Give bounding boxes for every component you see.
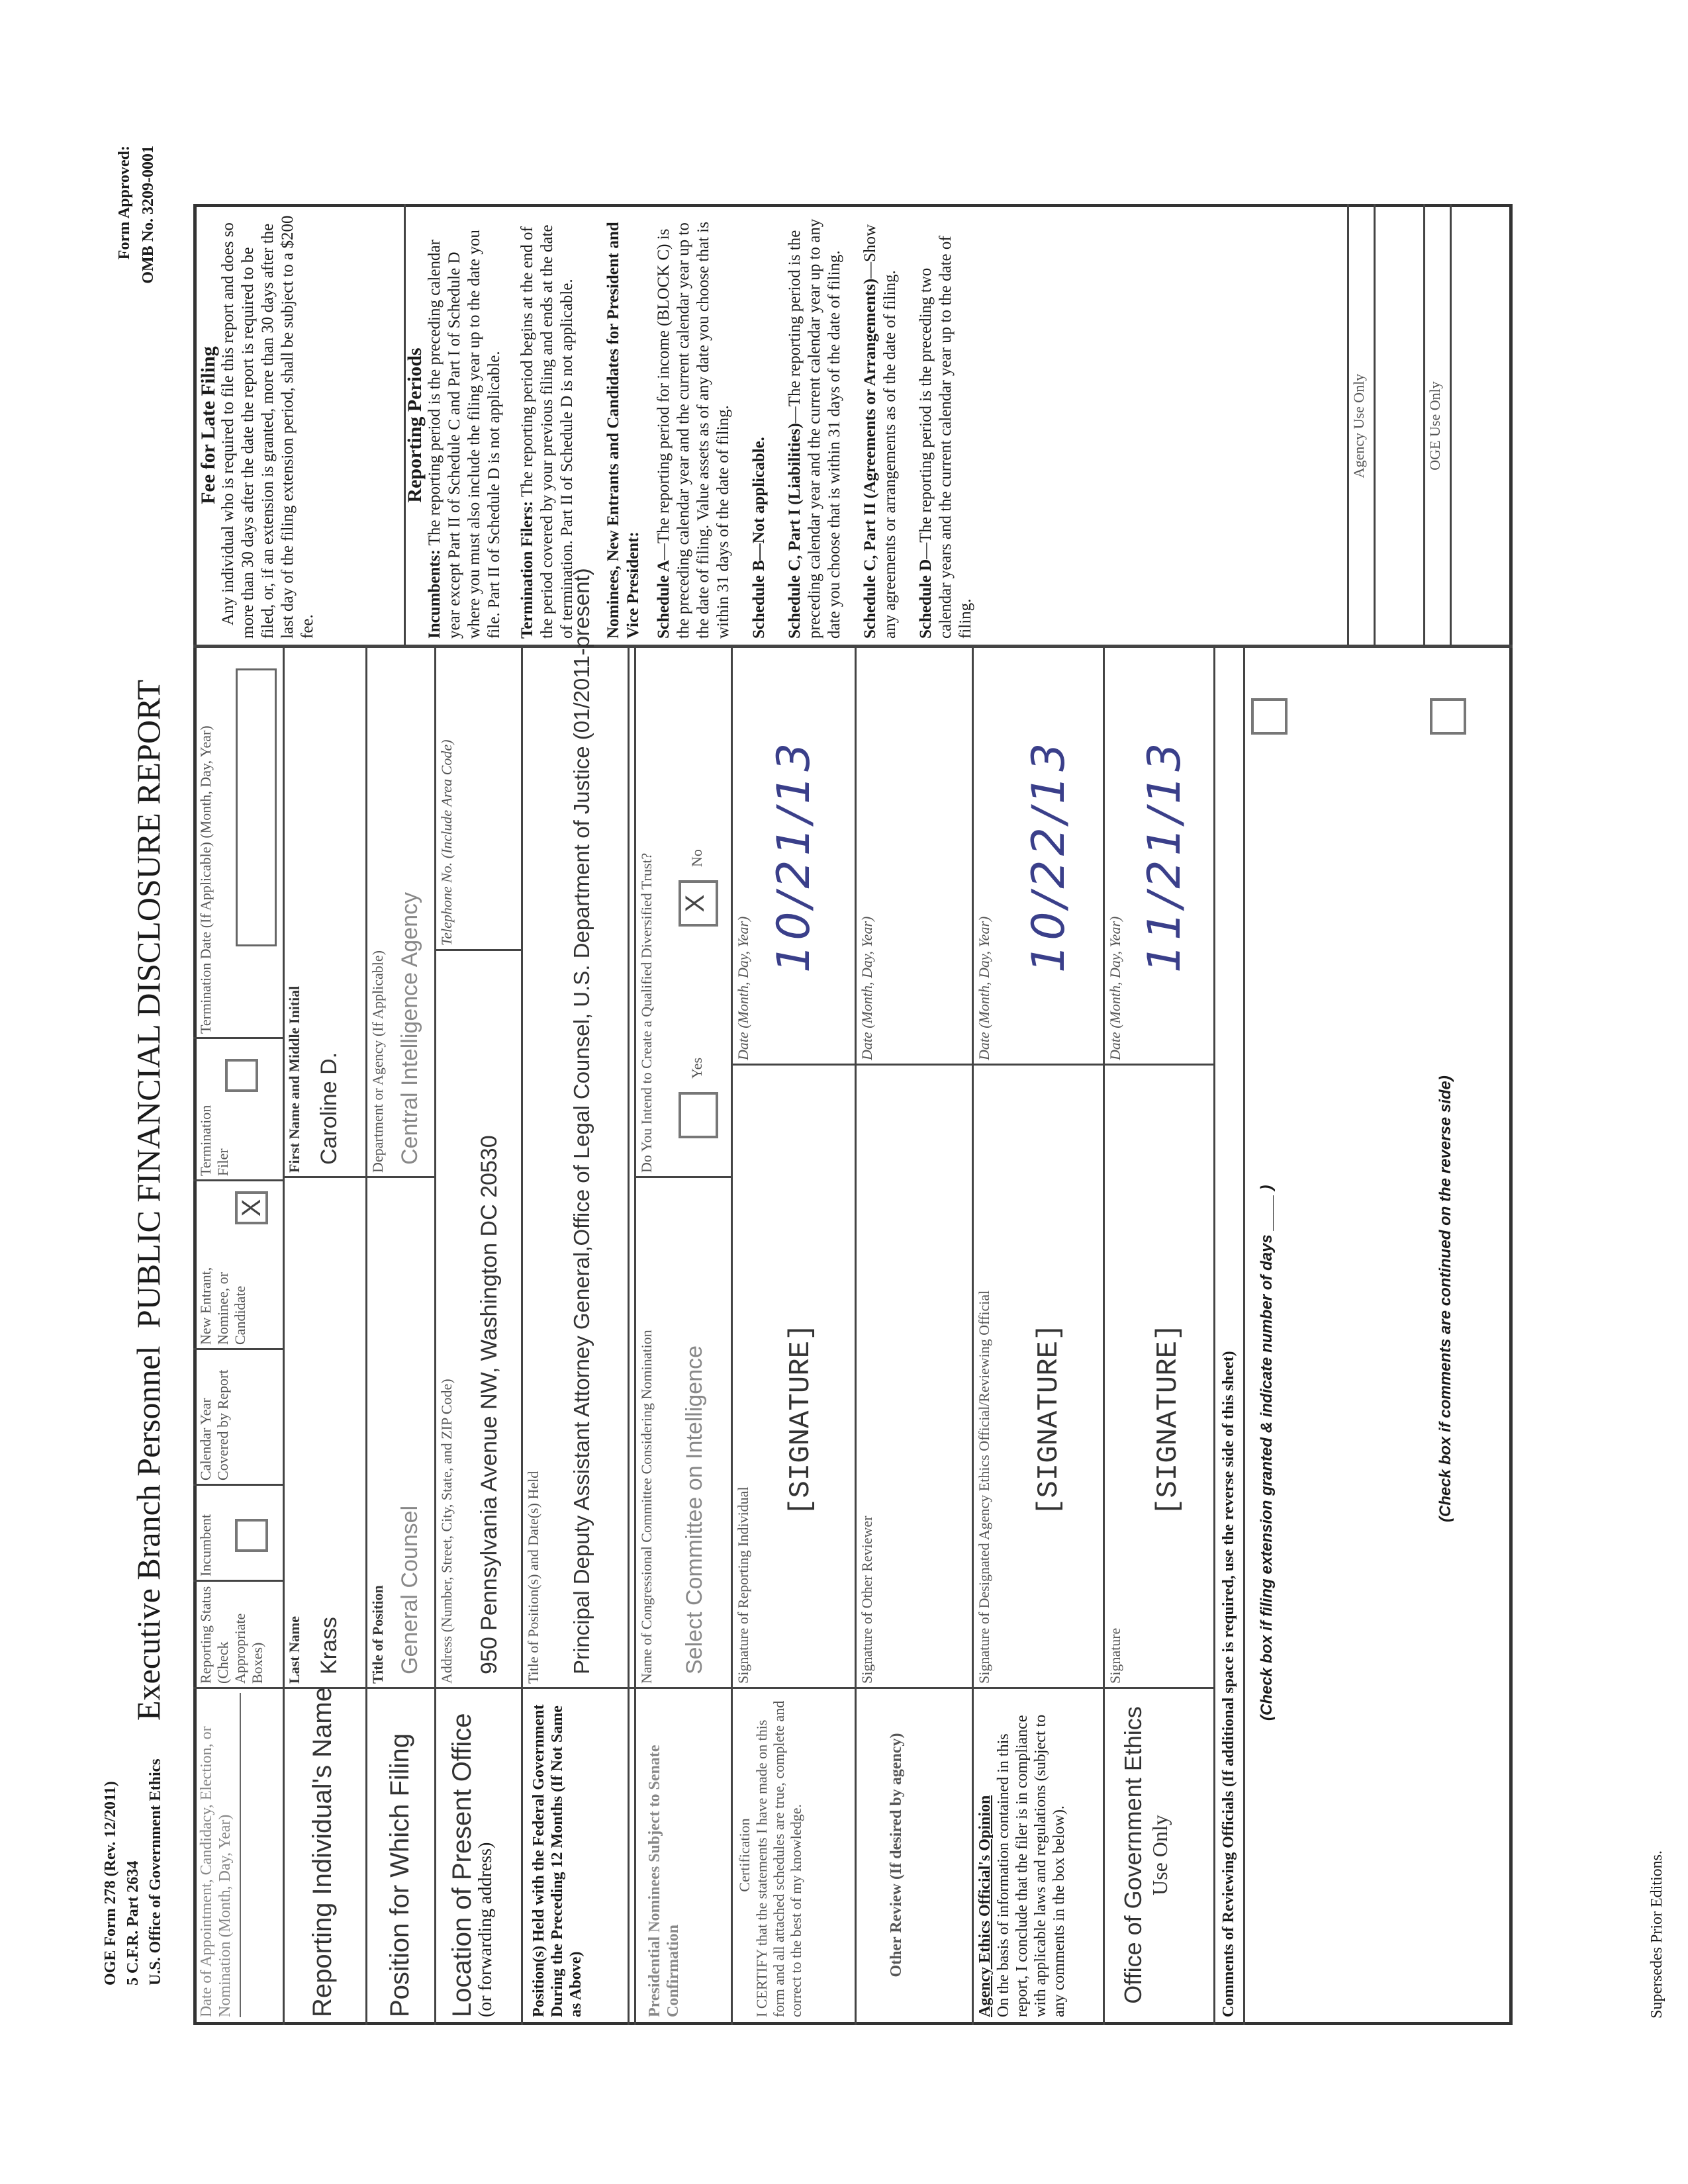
title-value[interactable]: General Counsel — [397, 1505, 422, 1674]
phone-field[interactable] — [463, 655, 516, 946]
schedule-d-heading: Schedule D — [917, 559, 935, 639]
reporting-signature[interactable]: [SIGNATURE] — [784, 1323, 818, 1516]
oge-use-only-label: Use Only — [1148, 1815, 1172, 1895]
schedule-c1-heading: Schedule C, Part I (Liabilities) — [786, 423, 804, 639]
trust-yes-label: Yes — [688, 1057, 705, 1079]
schedule-c2-text: —Show any agreements or arrangements as of the date of filing. — [861, 224, 899, 639]
page-title — [129, 680, 167, 1721]
presidential-nominees-label: Presidential Nominees Subject to Senate Confirmation — [646, 1745, 682, 2017]
date-appointment-label: Date of Appointment, Candidacy, Election, or Nomination (Month, Day, Year) — [198, 1726, 234, 2017]
incumbent-label: Incumbent — [197, 1514, 214, 1576]
late-fee-section — [199, 212, 318, 639]
termination-filer-checkbox[interactable] — [225, 1059, 258, 1092]
divider — [193, 645, 1513, 648]
other-signature-field[interactable] — [880, 1075, 966, 1684]
committee-label: Name of Congressional Committee Considering Nomination — [638, 1330, 655, 1684]
certification-block — [736, 1693, 805, 2017]
comments-area[interactable] — [1248, 655, 1506, 2019]
positions-label: Title of Position(s) and Date(s) Held — [525, 1471, 541, 1684]
supersedes-note: Supersedes Prior Editions. — [1648, 1850, 1665, 2019]
certification-text: I CERTIFY that the statements I have made on this form and all attached schedules are true, complete and correct to the best of my knowledge. — [753, 1700, 804, 2017]
oge-date[interactable]: 11/21/13 — [1139, 739, 1191, 973]
agency-use-only-field — [1376, 204, 1422, 648]
ethics-opinion-block — [976, 1693, 1068, 2017]
ethics-date-label: Date (Month, Day, Year) — [976, 916, 992, 1060]
trust-yes-checkbox[interactable] — [679, 1092, 718, 1138]
schedule-b: Schedule B—Not applicable. — [750, 437, 768, 639]
reporting-date-label: Date (Month, Day, Year) — [735, 916, 751, 1060]
ethics-date[interactable]: 10/22/13 — [1023, 739, 1075, 973]
termination-date-field[interactable] — [236, 668, 277, 946]
title-large: PUBLIC FINANCIAL DISCLOSURE REPORT — [130, 680, 167, 1329]
form-number: OGE Form 278 (Rev. 12/2011) — [102, 1781, 119, 1985]
dept-value[interactable]: Central Intelligence Agency — [397, 891, 422, 1165]
date-appointment-field[interactable] — [240, 1693, 279, 2017]
ethics-opinion-label: Agency Ethics Official's Opinion — [976, 1795, 994, 2017]
ethics-signature[interactable]: [SIGNATURE] — [1033, 1323, 1066, 1516]
other-date-label: Date (Month, Day, Year) — [859, 916, 875, 1060]
calendar-year-field[interactable] — [240, 1355, 279, 1480]
ethics-signature-label: Signature of Designated Agency Ethics Official/Reviewing Official — [976, 1290, 992, 1684]
divider — [193, 1687, 1213, 1689]
late-fee-title: Fee for Late Filing — [197, 346, 219, 504]
omb-number: OMB No. 3209-0001 — [140, 146, 157, 284]
address-label: Address (Number, Street, City, State, and ZIP Code) — [438, 1379, 455, 1684]
new-entrant-checkbox[interactable]: X — [235, 1191, 268, 1224]
reverse-side-checkbox[interactable] — [1430, 698, 1466, 735]
calendar-year-label: Calendar Year Covered by Report — [197, 1369, 231, 1480]
title-label: Title of Position — [369, 1585, 386, 1684]
extension-checkbox[interactable] — [1251, 698, 1288, 735]
schedule-c1-text: —The reporting period is the preceding calendar year and the current calendar year up to any date you choose that is within 31 days of the date of filing. — [786, 218, 843, 639]
last-name-value[interactable]: Krass — [316, 1617, 342, 1674]
trust-no-checkbox[interactable]: X — [679, 880, 718, 927]
termination-date-label: Termination Date (If Applicable) (Month, Day, Year) — [197, 725, 214, 1034]
oge-label: Office of Government Ethics — [1119, 1706, 1147, 2004]
form-approval — [113, 146, 160, 318]
comments-label: Comments of Reviewing Officials (If additional space is required, use the reverse side of this sheet) — [1220, 1351, 1237, 2017]
reporting-periods-title: Reporting Periods — [404, 347, 426, 503]
location-label-group — [447, 1693, 495, 2017]
extension-note: (Check box if filing extension granted & indicate number of days ____ ) — [1258, 1185, 1276, 1721]
address-value[interactable]: 950 Pennsylvania Avenue NW, Washington DC 20530 — [477, 1135, 502, 1674]
title-small: Executive Branch Personnel — [130, 1345, 167, 1721]
issuing-agency: U.S. Office of Government Ethics — [147, 1758, 164, 1985]
location-label: Location of Present Office — [447, 1713, 477, 2017]
positions-held-label: Position(s) Held with the Federal Government During the Preceding 12 Months (If Not Same as Above) — [530, 1704, 585, 2017]
incumbents-heading: Incumbents: — [426, 549, 444, 639]
oge-signature-label: Signature — [1107, 1627, 1123, 1684]
positions-value[interactable]: Principal Deputy Assistant Attorney General,Office of Legal Counsel, U.S. Department of Justice (01/2011-present) — [569, 568, 594, 1674]
new-entrant-label: New Entrant, Nominee, or Candidate — [197, 1267, 248, 1345]
schedule-a-heading: Schedule A — [655, 560, 673, 639]
late-fee-text: Any individual who is required to file this report and does so more than 30 days after the date the report is required to be filed, or, if an extension is granted, more than 30 days after the last day of the filing extension period, shall be subject to a $200 fee. — [219, 215, 316, 639]
termination-heading: Termination Filers: — [518, 500, 536, 639]
reverse-side-note: (Check box if comments are continued on the reverse side) — [1436, 1075, 1454, 1522]
trust-label: Do You Intend to Create a Qualified Diversified Trust? — [638, 852, 655, 1173]
reporting-periods-section — [405, 212, 976, 639]
incumbents-text: The reporting period is the preceding calendar year except Part II of Schedule C and Part I of Schedule D where you must also include the filing year up to the date you file. Part II of Schedule D is not applicable. — [426, 230, 503, 639]
phone-label: Telephone No. (Include Area Code) — [438, 739, 455, 946]
trust-no-label: No — [688, 849, 705, 867]
schedule-d-text: —The reporting period is the preceding two calendar years and the current calendar year up to the date of filing. — [917, 236, 974, 639]
first-name-label: First Name and Middle Initial — [286, 985, 303, 1173]
other-signature-label: Signature of Other Reviewer — [859, 1516, 875, 1684]
oge-signature[interactable]: [SIGNATURE] — [1152, 1323, 1185, 1516]
other-date-field[interactable] — [880, 657, 966, 1060]
cfr-reference: 5 C.F.R. Part 2634 — [124, 1860, 142, 1985]
last-name-label: Last Name — [286, 1615, 303, 1684]
reporting-date[interactable]: 10/21/13 — [768, 739, 820, 973]
incumbent-checkbox[interactable] — [235, 1519, 268, 1552]
nominees-heading: Nominees, New Entrants and Candidates for President and Vice President: — [604, 222, 642, 639]
termination-filer-label: Termination Filer — [197, 1105, 231, 1176]
oge-date-label: Date (Month, Day, Year) — [1107, 916, 1123, 1060]
form-approved-label: Form Approved: — [116, 146, 133, 260]
certification-label: Certification — [736, 1818, 753, 1892]
location-sub-label: (or forwarding address) — [475, 1842, 496, 2017]
form-header-left — [99, 1758, 167, 1985]
reporting-status-label: Reporting Status (Check Appropriate Boxes) — [197, 1586, 265, 1684]
oge-use-only-label: OGE Use Only — [1427, 381, 1443, 471]
schedule-a-text: —The reporting period for income (BLOCK C) is the preceding calendar year and the current calendar year up to the date of filing. Value assets as of any date you choose that is within 31 days of the date of filing. — [655, 222, 732, 639]
committee-value[interactable]: Select Committee on Intelligence — [682, 1345, 707, 1674]
agency-use-only-label: Agency Use Only — [1350, 373, 1367, 478]
termination-text: The reporting period begins at the end of the period covered by your previous filing and ends at the date of termination. Part II of Schedule D is not applicable. — [518, 224, 576, 639]
first-name-value[interactable]: Caroline D. — [316, 1052, 342, 1165]
reporting-signature-label: Signature of Reporting Individual — [735, 1486, 751, 1684]
other-review-label: Other Review (If desired by agency) — [888, 1733, 905, 1978]
oge-use-only-field — [1452, 204, 1511, 648]
reporting-name-label: Reporting Individual's Name — [308, 1686, 337, 2017]
oge-block — [1119, 1693, 1172, 2017]
schedule-c2-heading: Schedule C, Part II (Agreements or Arrangements) — [861, 278, 879, 639]
ethics-opinion-text: On the basis of information contained in this report, I conclude that the filer is in compliance with applicable laws and regulations (subject to any comments in the box below). — [995, 1714, 1068, 2017]
dept-label: Department or Agency (If Applicable) — [369, 950, 386, 1173]
position-filing-label: Position for Which Filing — [385, 1733, 414, 2017]
